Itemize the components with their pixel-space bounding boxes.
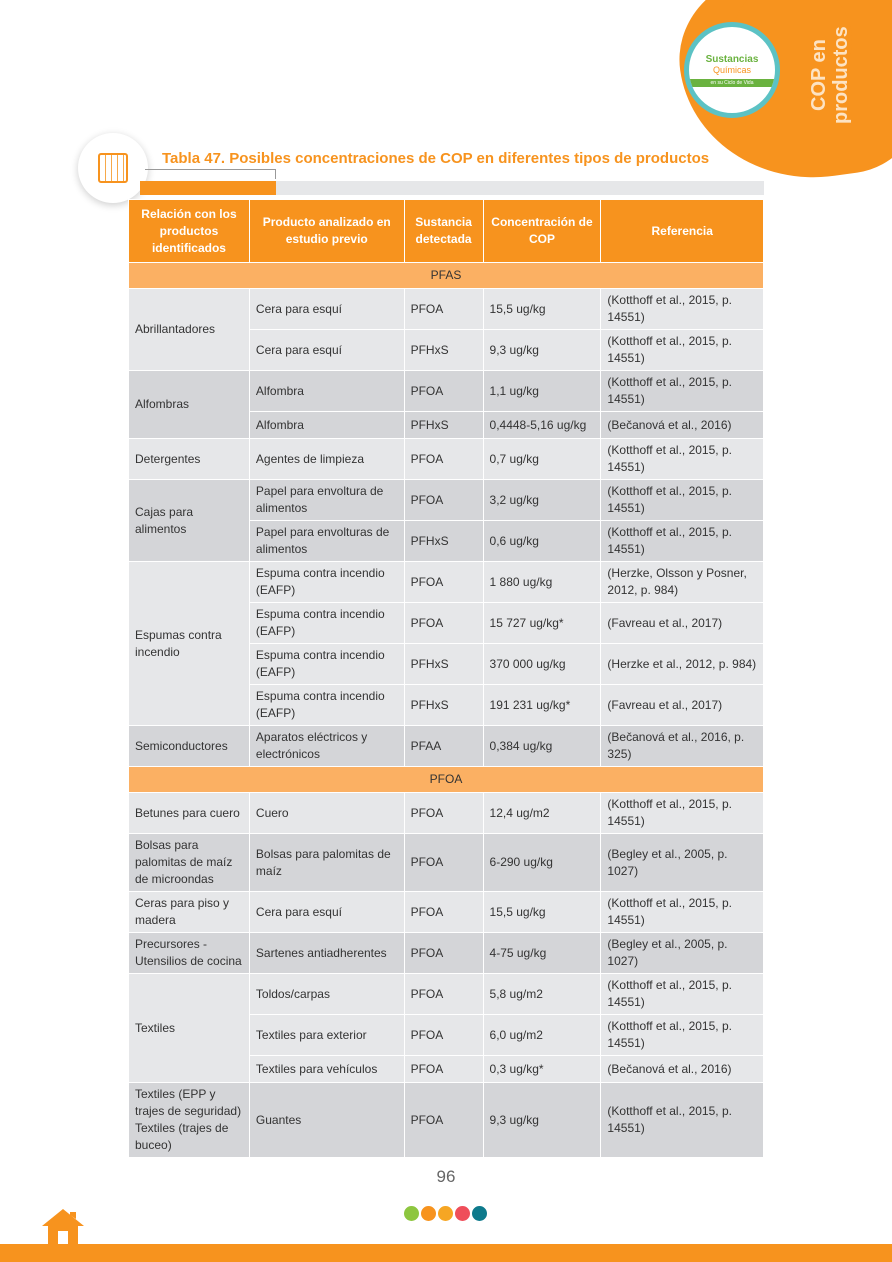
concentration-cell: 15 727 ug/kg*	[483, 603, 601, 644]
substance-cell: PFOA	[404, 289, 483, 330]
column-header: Concentración de COP	[483, 200, 601, 263]
logo-text: Sustancias	[705, 53, 759, 65]
column-header: Sustancia detectada	[404, 200, 483, 263]
substance-cell: PFOA	[404, 603, 483, 644]
section-header: PFAS	[129, 263, 764, 289]
relation-cell: Espumas contra incendio	[129, 562, 250, 726]
concentration-cell: 1 880 ug/kg	[483, 562, 601, 603]
relation-cell: Semiconductores	[129, 726, 250, 767]
product-cell: Aparatos eléctricos y electrónicos	[249, 726, 404, 767]
product-cell: Espuma contra incendio (EAFP)	[249, 644, 404, 685]
logo-band: en su Ciclo de Vida	[689, 79, 775, 87]
substance-cell: PFOA	[404, 1015, 483, 1056]
product-cell: Cera para esquí	[249, 330, 404, 371]
substance-cell: PFOA	[404, 480, 483, 521]
concentration-cell: 12,4 ug/m2	[483, 793, 601, 834]
substance-cell: PFOA	[404, 562, 483, 603]
product-cell: Guantes	[249, 1083, 404, 1158]
concentration-cell: 6-290 ug/kg	[483, 834, 601, 892]
concentration-cell: 4-75 ug/kg	[483, 933, 601, 974]
relation-cell: Abrillantadores	[129, 289, 250, 371]
reference-cell: (Kotthoff et al., 2015, p. 14551)	[601, 330, 764, 371]
concentration-cell: 0,384 ug/kg	[483, 726, 601, 767]
relation-cell: Ceras para piso y madera	[129, 892, 250, 933]
reference-cell: (Favreau et al., 2017)	[601, 603, 764, 644]
table-row	[129, 793, 764, 834]
substance-cell: PFOA	[404, 793, 483, 834]
product-cell: Alfombra	[249, 371, 404, 412]
substance-cell: PFHxS	[404, 330, 483, 371]
reference-cell: (Kotthoff et al., 2015, p. 14551)	[601, 439, 764, 480]
relation-cell: Detergentes	[129, 439, 250, 480]
table-row	[129, 892, 764, 933]
product-cell: Sartenes antiadherentes	[249, 933, 404, 974]
relation-cell: Textiles	[129, 974, 250, 1083]
product-cell: Papel para envoltura de alimentos	[249, 480, 404, 521]
title-bar-accent	[140, 181, 276, 195]
connector-line	[145, 169, 276, 179]
column-header: Producto analizado en estudio previo	[249, 200, 404, 263]
product-cell: Espuma contra incendio (EAFP)	[249, 562, 404, 603]
product-cell: Cera para esquí	[249, 289, 404, 330]
concentration-cell: 15,5 ug/kg	[483, 289, 601, 330]
footer-bar	[0, 1244, 892, 1262]
concentration-cell: 0,6 ug/kg	[483, 521, 601, 562]
substance-cell: PFOA	[404, 1083, 483, 1158]
concentration-cell: 370 000 ug/kg	[483, 644, 601, 685]
reference-cell: (Bečanová et al., 2016, p. 325)	[601, 726, 764, 767]
reference-cell: (Begley et al., 2005, p. 1027)	[601, 834, 764, 892]
concentration-cell: 0,4448-5,16 ug/kg	[483, 412, 601, 439]
home-icon[interactable]	[40, 1206, 86, 1246]
relation-cell: Precursores -Utensilios de cocina	[129, 933, 250, 974]
product-cell: Espuma contra incendio (EAFP)	[249, 603, 404, 644]
concentration-cell: 9,3 ug/kg	[483, 1083, 601, 1158]
reference-cell: (Herzke et al., 2012, p. 984)	[601, 644, 764, 685]
table-icon-badge	[78, 133, 148, 203]
column-header: Relación con los productos identificados	[129, 200, 250, 263]
product-cell: Cuero	[249, 793, 404, 834]
logo-text: Químicas	[712, 64, 751, 75]
product-cell: Espuma contra incendio (EAFP)	[249, 685, 404, 726]
product-cell: Alfombra	[249, 412, 404, 439]
substance-cell: PFOA	[404, 1056, 483, 1083]
reference-cell: (Kotthoff et al., 2015, p. 14551)	[601, 974, 764, 1015]
substance-cell: PFOA	[404, 439, 483, 480]
table-row	[129, 562, 764, 603]
color-dot	[404, 1206, 419, 1221]
substance-cell: PFOA	[404, 933, 483, 974]
substance-cell: PFHxS	[404, 412, 483, 439]
table-row	[129, 371, 764, 412]
product-cell: Toldos/carpas	[249, 974, 404, 1015]
substance-cell: PFOA	[404, 371, 483, 412]
color-dot	[455, 1206, 470, 1221]
sustancias-quimicas-logo	[684, 22, 780, 118]
column-header: Referencia	[601, 200, 764, 263]
calendar-table-icon	[98, 153, 128, 183]
concentration-cell: 5,8 ug/m2	[483, 974, 601, 1015]
relation-cell: Textiles (EPP y trajes de seguridad) Textiles (trajes de buceo)	[129, 1083, 250, 1158]
section-header: PFOA	[129, 767, 764, 793]
substance-cell: PFHxS	[404, 685, 483, 726]
reference-cell: (Kotthoff et al., 2015, p. 14551)	[601, 521, 764, 562]
substance-cell: PFOA	[404, 974, 483, 1015]
cop-concentrations-table	[128, 199, 764, 1158]
reference-cell: (Bečanová et al., 2016)	[601, 1056, 764, 1083]
substance-cell: PFAA	[404, 726, 483, 767]
reference-cell: (Favreau et al., 2017)	[601, 685, 764, 726]
concentration-cell: 1,1 ug/kg	[483, 371, 601, 412]
reference-cell: (Bečanová et al., 2016)	[601, 412, 764, 439]
reference-cell: (Herzke, Olsson y Posner, 2012, p. 984)	[601, 562, 764, 603]
concentration-cell: 15,5 ug/kg	[483, 892, 601, 933]
substance-cell: PFHxS	[404, 644, 483, 685]
concentration-cell: 0,3 ug/kg*	[483, 1056, 601, 1083]
color-dots	[404, 1206, 487, 1221]
color-dot	[438, 1206, 453, 1221]
reference-cell: (Kotthoff et al., 2015, p. 14551)	[601, 289, 764, 330]
table-row	[129, 726, 764, 767]
reference-cell: (Kotthoff et al., 2015, p. 14551)	[601, 480, 764, 521]
relation-cell: Cajas para alimentos	[129, 480, 250, 562]
table-row	[129, 1083, 764, 1158]
color-dot	[472, 1206, 487, 1221]
concentration-cell: 0,7 ug/kg	[483, 439, 601, 480]
substance-cell: PFOA	[404, 834, 483, 892]
relation-cell: Alfombras	[129, 371, 250, 439]
table-row	[129, 480, 764, 521]
substance-cell: PFOA	[404, 892, 483, 933]
product-cell: Cera para esquí	[249, 892, 404, 933]
relation-cell: Betunes para cuero	[129, 793, 250, 834]
reference-cell: (Kotthoff et al., 2015, p. 14551)	[601, 371, 764, 412]
table-row	[129, 974, 764, 1015]
reference-cell: (Kotthoff et al., 2015, p. 14551)	[601, 793, 764, 834]
reference-cell: (Kotthoff et al., 2015, p. 14551)	[601, 1083, 764, 1158]
product-cell: Textiles para vehículos	[249, 1056, 404, 1083]
page-number: 96	[436, 1167, 456, 1186]
table-row	[129, 289, 764, 330]
reference-cell: (Kotthoff et al., 2015, p. 14551)	[601, 1015, 764, 1056]
table-row	[129, 933, 764, 974]
section-side-title: COP en productos	[808, 26, 852, 124]
relation-cell: Bolsas para palomitas de maíz de microondas	[129, 834, 250, 892]
color-dot	[421, 1206, 436, 1221]
table-row	[129, 439, 764, 480]
table-title: Tabla 47. Posibles concentraciones de COP en diferentes tipos de productos	[162, 150, 710, 167]
product-cell: Agentes de limpieza	[249, 439, 404, 480]
product-cell: Papel para envolturas de alimentos	[249, 521, 404, 562]
table-row	[129, 834, 764, 892]
substance-cell: PFHxS	[404, 521, 483, 562]
concentration-cell: 9,3 ug/kg	[483, 330, 601, 371]
product-cell: Textiles para exterior	[249, 1015, 404, 1056]
concentration-cell: 6,0 ug/m2	[483, 1015, 601, 1056]
reference-cell: (Kotthoff et al., 2015, p. 14551)	[601, 892, 764, 933]
reference-cell: (Begley et al., 2005, p. 1027)	[601, 933, 764, 974]
concentration-cell: 3,2 ug/kg	[483, 480, 601, 521]
concentration-cell: 191 231 ug/kg*	[483, 685, 601, 726]
product-cell: Bolsas para palomitas de maíz	[249, 834, 404, 892]
